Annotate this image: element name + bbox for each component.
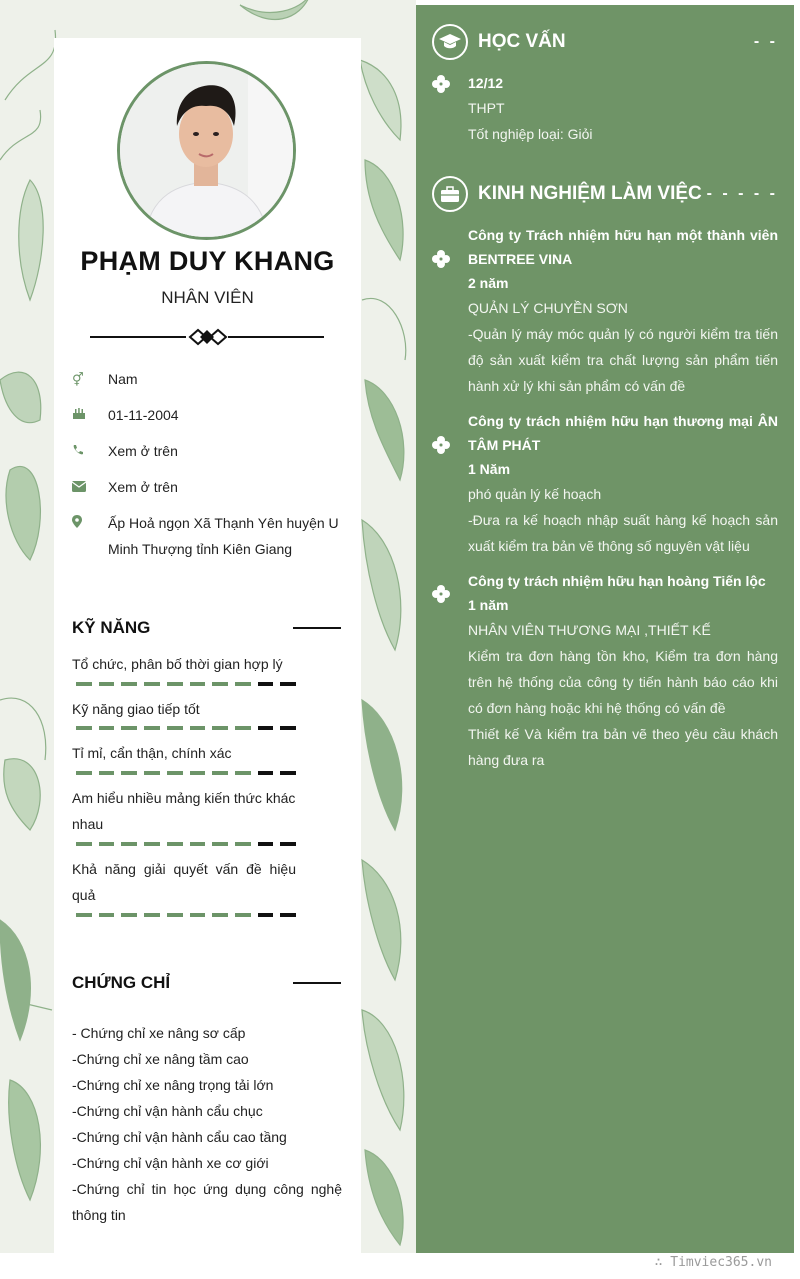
education-detail: Tốt nghiệp loại: Giỏi	[468, 126, 593, 142]
skill-level-segment	[167, 682, 183, 686]
certificate-item: - Chứng chỉ xe nâng sơ cấp	[72, 1025, 246, 1041]
skill-level-segment	[280, 913, 296, 917]
skill-level-segment	[280, 682, 296, 686]
job-item	[468, 223, 778, 399]
certificate-item: -Chứng chỉ vận hành cẩu cao tầng	[72, 1129, 287, 1145]
email-value: Xem ở trên	[108, 479, 178, 495]
job-company: Công ty trách nhiệm hữu hạn thương mại ÂN TÂM PHÁT	[468, 413, 778, 453]
skill-level-segment	[144, 682, 160, 686]
birthday-cake-icon	[72, 402, 108, 429]
right-column	[416, 5, 794, 1253]
certificate-item: -Chứng chỉ xe nâng tầm cao	[72, 1051, 249, 1067]
education-item	[468, 71, 778, 147]
watermark: ∴ Timviec365.vn	[654, 1255, 772, 1270]
certificates-title: CHỨNG CHỈ	[72, 973, 171, 992]
skill-level-segment	[235, 842, 251, 846]
experience-header	[432, 176, 702, 212]
skill-level-segment	[212, 842, 228, 846]
skill-level-segment	[280, 842, 296, 846]
certificate-item: -Chứng chỉ tin học ứng dụng công nghệ thông tin	[72, 1181, 342, 1223]
skill-level-bar	[76, 842, 296, 846]
skill-level-bar	[76, 726, 296, 730]
skill-level-segment	[99, 842, 115, 846]
flower-bullet-icon	[432, 250, 450, 268]
job-duration: 1 năm	[468, 597, 509, 613]
skill-level-segment	[99, 726, 115, 730]
job-description: -Quản lý máy móc quản lý có người kiểm tra tiến độ sản xuất kiểm tra chất lượng sản phẩm tiến hành xử lý khi sản phẩm có vấn đề	[468, 326, 778, 394]
experience-dashes: - - - - -	[706, 185, 778, 202]
left-card	[54, 38, 361, 1253]
job-description: -Đưa ra kế hoạch nhập suất hàng kế hoạch sản xuất kiểm tra bản vẽ thông số nguyên vật liệu	[468, 512, 778, 554]
certificate-list	[72, 1020, 342, 1228]
job-item	[468, 569, 778, 773]
skill-level-segment	[121, 771, 137, 775]
job-position: NHÂN VIÊN THƯƠNG MẠI ,THIẾT KẾ	[468, 622, 711, 638]
candidate-name: PHẠM DUY KHANG	[80, 246, 335, 276]
certificate-item: -Chứng chỉ vận hành cẩu chục	[72, 1103, 263, 1119]
skill-level-segment	[121, 682, 137, 686]
skill-level-segment	[212, 682, 228, 686]
job-position: phó quản lý kế hoạch	[468, 486, 602, 502]
job-description: Kiểm tra đơn hàng tồn kho, Kiểm tra đơn hàng trên hệ thống của công ty tiến hành báo cáo khi có đơn hàng hoặc khi hệ thống có vấn đề	[468, 648, 778, 716]
name-divider	[90, 327, 324, 347]
gender-row	[72, 366, 342, 393]
skill-level-segment	[190, 771, 206, 775]
skill-level-segment	[99, 771, 115, 775]
job-company: Công ty Trách nhiệm hữu hạn một thành viên BENTREE VINA	[468, 227, 778, 267]
flower-bullet-icon	[432, 585, 450, 603]
job-position: QUẢN LÝ CHUYỀN SƠN	[468, 300, 628, 316]
skill-level-segment	[190, 842, 206, 846]
skill-level-segment	[235, 913, 251, 917]
gender-value: Nam	[108, 371, 138, 387]
address-row	[72, 510, 342, 562]
job-duration: 2 năm	[468, 275, 509, 291]
skill-level-bar	[76, 771, 296, 775]
skill-level-segment	[258, 726, 274, 730]
skill-level-segment	[212, 726, 228, 730]
birthday-row	[72, 402, 342, 429]
skill-level-segment	[121, 842, 137, 846]
education-title: HỌC VẤN	[478, 31, 566, 52]
certificate-item: -Chứng chỉ vận hành xe cơ giới	[72, 1155, 269, 1171]
experience-title: KINH NGHIỆM LÀM VIỆC	[478, 183, 702, 204]
skill-level-segment	[76, 842, 92, 846]
flower-bullet-icon	[432, 75, 450, 93]
map-marker-icon	[72, 510, 108, 562]
phone-icon	[72, 438, 108, 465]
skill-level-segment	[190, 682, 206, 686]
skill-level-segment	[167, 771, 183, 775]
job-duration: 1 Năm	[468, 461, 511, 477]
job-company: Công ty trách nhiệm hữu hạn hoàng Tiến lộc	[468, 573, 766, 589]
envelope-icon	[72, 474, 108, 501]
skill-level-segment	[235, 726, 251, 730]
flower-bullet-icon	[432, 436, 450, 454]
avatar-photo-icon	[120, 64, 293, 237]
certificates-title-line	[293, 982, 341, 984]
skill-level-segment	[99, 682, 115, 686]
skill-level-segment	[190, 726, 206, 730]
skill-level-segment	[167, 726, 183, 730]
education-dashes: - -	[753, 33, 778, 50]
education-school: THPT	[468, 100, 505, 116]
avatar	[117, 61, 296, 240]
skill-name: Am hiểu nhiều mảng kiến thức khác nhau	[72, 790, 296, 832]
skill-level-segment	[258, 842, 274, 846]
skill-level-segment	[258, 682, 274, 686]
skill-level-segment	[235, 682, 251, 686]
birthday-value: 01-11-2004	[108, 407, 179, 423]
skills-title-line	[293, 627, 341, 629]
education-period: 12/12	[468, 75, 504, 91]
job-description-extra: Thiết kế Và kiểm tra bản vẽ theo yêu cầu khách hàng đưa ra	[468, 726, 778, 768]
skill-level-segment	[144, 842, 160, 846]
skill-level-segment	[190, 913, 206, 917]
graduation-cap-icon	[432, 24, 468, 60]
skill-level-segment	[76, 726, 92, 730]
briefcase-icon	[432, 176, 468, 212]
skill-level-segment	[76, 913, 92, 917]
email-row	[72, 474, 342, 501]
skill-level-bar	[76, 913, 296, 917]
skill-level-segment	[235, 771, 251, 775]
skill-level-segment	[121, 726, 137, 730]
skill-name: Khả năng giải quyết vấn đề hiệu quả	[72, 861, 296, 903]
skill-level-segment	[167, 913, 183, 917]
skill-level-segment	[212, 771, 228, 775]
phone-value: Xem ở trên	[108, 443, 178, 459]
skill-level-segment	[258, 771, 274, 775]
skill-level-segment	[99, 913, 115, 917]
skill-level-segment	[280, 726, 296, 730]
skill-name: Kỹ năng giao tiếp tốt	[72, 701, 200, 717]
skill-level-segment	[144, 726, 160, 730]
skill-level-segment	[280, 771, 296, 775]
skill-level-segment	[144, 913, 160, 917]
skill-name: Tổ chức, phân bố thời gian hợp lý	[72, 656, 283, 672]
address-value: Ấp Hoả ngọn Xã Thạnh Yên huyện U Minh Thượng tỉnh Kiên Giang	[108, 515, 339, 557]
skill-level-segment	[76, 682, 92, 686]
skill-level-segment	[144, 771, 160, 775]
skill-level-segment	[121, 913, 137, 917]
certificate-item: -Chứng chỉ xe nâng trọng tải lớn	[72, 1077, 274, 1093]
job-item	[468, 409, 778, 559]
education-header	[432, 24, 566, 60]
skill-level-segment	[167, 842, 183, 846]
skill-name: Tỉ mỉ, cẩn thận, chính xác	[72, 745, 232, 761]
skill-level-segment	[212, 913, 228, 917]
skill-level-bar	[76, 682, 296, 686]
skill-level-segment	[76, 771, 92, 775]
gender-icon: ⚥	[72, 372, 84, 387]
skill-level-segment	[258, 913, 274, 917]
phone-row	[72, 438, 342, 465]
skills-title: KỸ NĂNG	[72, 618, 151, 637]
candidate-role: NHÂN VIÊN	[161, 288, 254, 307]
